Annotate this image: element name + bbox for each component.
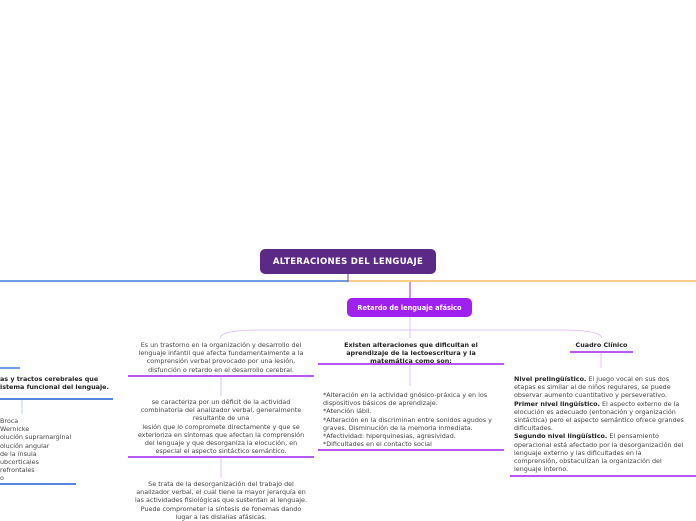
root-topic-label: ALTERACIONES DEL LENGUAJE xyxy=(272,256,424,267)
definition-line: combinatoria del analizador verbal, generalmente xyxy=(140,406,302,415)
clinical-paragraph-label: Segundo nivel lingüístico. xyxy=(514,432,608,441)
clinical-body[interactable] xyxy=(514,375,694,473)
clinical-title-label: Cuadro Clínico xyxy=(575,341,628,349)
definition-line: se caracteriza por un déficit de la actividad xyxy=(151,398,291,406)
clinical-paragraph-text: elocución es adecuado (entonación y organización xyxy=(514,407,676,416)
clinical-paragraph xyxy=(514,432,694,473)
left-branch-title-line: as y tractos cerebrales que xyxy=(0,375,99,383)
definition-line: Es un trastorno en la organización y desarrollo del xyxy=(140,341,302,349)
left-branch-title-line: istema funcional del lenguaje. xyxy=(0,383,109,392)
clinical-title[interactable] xyxy=(560,341,643,349)
clinical-paragraph xyxy=(514,400,694,433)
left-branch-item: Broca xyxy=(0,417,19,425)
clinical-paragraph-label: Primer nivel lingüístico. xyxy=(514,399,600,408)
left-branch-item: Wernicke xyxy=(0,425,30,434)
branch-fan-connector xyxy=(220,317,602,338)
definition-line: lugar a las dislalias afásicas. xyxy=(175,512,267,521)
definition-line: disfunción o retardo en el desarrollo cerebral. xyxy=(148,365,294,374)
main-branch-label: Retardo de lenguaje afásico xyxy=(357,303,462,312)
definition-line: resultante de una xyxy=(192,414,250,423)
left-branch-item: de la ínsula xyxy=(0,449,37,458)
clinical-paragraph xyxy=(514,375,694,400)
clinical-paragraph-text: lenguaje externo y las dificultades en la xyxy=(514,448,642,457)
definition-line: lenguaje infantil que afecta fundamentalmente a la xyxy=(138,349,304,358)
left-branch-title[interactable] xyxy=(0,375,115,391)
definition-line: Puede comprometer la síntesis de fonemas dando xyxy=(140,504,302,513)
clinical-paragraph-text: comprensión, obstaculizan la organización del xyxy=(514,457,662,466)
alterations-item: *Atención lábil. xyxy=(323,407,372,416)
clinical-paragraph-text: sintáctica) pero el aspecto semántico ofrece grandes xyxy=(514,416,684,425)
left-branch-items[interactable] xyxy=(0,417,80,483)
clinical-paragraph-label: Nivel prelingüístico. xyxy=(514,375,587,383)
clinical-paragraph-text: El aspecto externo de la xyxy=(599,399,680,408)
alterations-item: *Alteración en la actividad gnósico-práxica y en los xyxy=(323,391,488,399)
alterations-title-line: Existen alteraciones que dificultan el xyxy=(344,341,478,349)
alterations-item: *Dificultades en el contacto social xyxy=(323,440,432,449)
alterations-item: graves. Disminución de la memoria inmediata. xyxy=(323,423,473,432)
alterations-title-line: matemática como son: xyxy=(370,357,452,366)
alterations-item: *Afectividad: hiperquinesias, agresividad. xyxy=(323,432,456,441)
definition-node-2[interactable] xyxy=(128,398,314,455)
left-branch-item: o xyxy=(0,474,4,483)
left-branch-item: olución supramarginal xyxy=(0,433,72,442)
alterations-title-line: aprendizaje de la lectoescritura y la xyxy=(346,349,476,358)
alterations-list[interactable] xyxy=(323,391,504,448)
definition-line: comprensión verbal provocado por una lesión, xyxy=(146,357,296,366)
alterations-item: dispositivos básicos de aprendizaje. xyxy=(323,399,438,408)
alterations-item: *Alteración en la discriminan entre sonidos agudos y xyxy=(323,415,492,424)
clinical-paragraph-text: operacional está afectado por la desorganización del xyxy=(514,440,684,449)
definition-line: del lenguaje y que desorganiza la elocución, en xyxy=(144,439,298,448)
clinical-paragraph-text: etapas es similar al de niños regulares, se puede xyxy=(514,383,671,392)
definition-node-1[interactable] xyxy=(128,341,314,374)
definition-line: especial el aspecto sintáctico semántico. xyxy=(155,447,287,456)
left-branch-item: olución angular xyxy=(0,441,50,450)
clinical-paragraph-text: dificultades. xyxy=(514,424,553,433)
clinical-paragraph-text: lenguaje interno. xyxy=(514,465,569,474)
definition-line: exterioriza en síntomas que afectan la comprensión xyxy=(137,430,305,439)
root-topic[interactable] xyxy=(260,249,436,274)
definition-line: las actividades fisiológicas que sustentan al lenguaje. xyxy=(134,496,307,505)
clinical-paragraph-text: El juego vocal en sus dos xyxy=(586,375,670,383)
main-branch-topic[interactable] xyxy=(347,298,472,317)
definition-line: lesión que lo compromete directamente y que se xyxy=(142,422,300,431)
left-branch-item: ubcorticales xyxy=(0,458,39,467)
definition-line: Se trata de la desorganización del trabajo del xyxy=(148,480,294,488)
definition-node-3[interactable] xyxy=(128,480,314,521)
definition-line: analizador verbal, el cual tiene la mayor jerarquía en xyxy=(136,488,306,497)
left-branch-item: refrontales xyxy=(0,466,35,475)
clinical-paragraph-text: El pensamiento xyxy=(607,432,659,441)
alterations-title[interactable] xyxy=(318,341,504,366)
clinical-paragraph-text: observar aumento cuantitativo y perseverativo. xyxy=(514,391,667,400)
